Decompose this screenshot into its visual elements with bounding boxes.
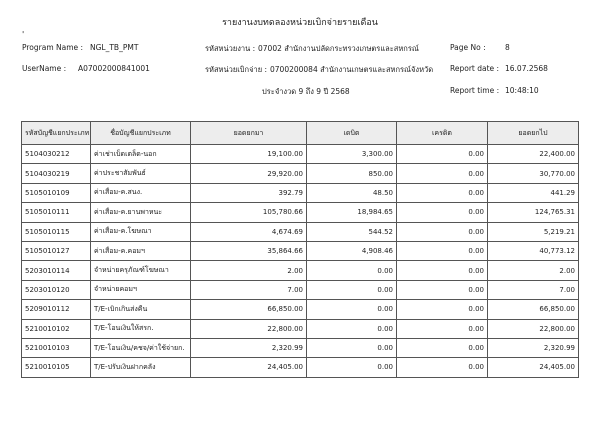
stray-mark: ' [22, 30, 25, 39]
carried-forward-cell: 124,765.31 [488, 203, 579, 222]
table-row [22, 164, 579, 183]
debit-cell: 0.00 [307, 300, 397, 319]
account-name-cell: ค่าเสื่อม-ค.โฆษณา [91, 222, 191, 241]
account-name-cell: จำหน่ายครุภัณฑ์โฆษณา [91, 261, 191, 280]
table-row [22, 358, 579, 377]
trial-balance-table [21, 121, 579, 378]
username-label: UserName : [22, 64, 67, 73]
brought-forward-cell: 66,850.00 [191, 300, 307, 319]
account-code-cell: 5104030219 [22, 164, 91, 183]
carried-forward-cell: 40,773.12 [488, 241, 579, 260]
account-code-cell: 5105010127 [22, 241, 91, 260]
brought-forward-cell: 22,800.00 [191, 319, 307, 338]
carried-forward-cell: 24,405.00 [488, 358, 579, 377]
report-date-value: 16.07.2568 [505, 64, 548, 73]
debit-cell: 0.00 [307, 319, 397, 338]
table-row [22, 338, 579, 357]
credit-cell: 0.00 [397, 358, 488, 377]
table-row [22, 280, 579, 299]
col-header-debit: เดบิต [307, 122, 397, 145]
table-header-row [22, 122, 579, 145]
table-row [22, 145, 579, 164]
credit-cell: 0.00 [397, 203, 488, 222]
account-code-cell: 5210010103 [22, 338, 91, 357]
account-code-cell: 5210010105 [22, 358, 91, 377]
brought-forward-cell: 24,405.00 [191, 358, 307, 377]
carried-forward-cell: 2,320.99 [488, 338, 579, 357]
credit-cell: 0.00 [397, 164, 488, 183]
debit-cell: 0.00 [307, 358, 397, 377]
account-code-cell: 5105010111 [22, 203, 91, 222]
brought-forward-cell: 29,920.00 [191, 164, 307, 183]
carried-forward-cell: 7.00 [488, 280, 579, 299]
carried-forward-cell: 66,850.00 [488, 300, 579, 319]
brought-forward-cell: 392.79 [191, 183, 307, 202]
carried-forward-cell: 2.00 [488, 261, 579, 280]
credit-cell: 0.00 [397, 261, 488, 280]
report-period: ประจำงวด 9 ถึง 9 ปี 2568 [262, 87, 350, 96]
brought-forward-cell: 2.00 [191, 261, 307, 280]
brought-forward-cell: 4,674.69 [191, 222, 307, 241]
account-name-cell: ค่าเสื่อม-ค.สนง. [91, 183, 191, 202]
account-name-cell: ค่าเสื่อม-ค.คอมฯ [91, 241, 191, 260]
report-time-value: 10:48:10 [505, 86, 539, 95]
debit-cell: 544.52 [307, 222, 397, 241]
debit-cell: 0.00 [307, 261, 397, 280]
debit-cell: 0.00 [307, 280, 397, 299]
col-header-account-name: ชื่อบัญชีแยกประเภท [91, 122, 191, 145]
brought-forward-cell: 7.00 [191, 280, 307, 299]
report-title: รายงานงบทดลองหน่วยเบิกจ่ายรายเดือน [222, 18, 378, 28]
disbursing-unit-value: 0700200084 สำนักงานเกษตรและสหกรณ์จังหวัด [270, 65, 434, 74]
account-code-cell: 5105010109 [22, 183, 91, 202]
account-name-cell: T/E-โอนเงินให้สรก. [91, 319, 191, 338]
account-name-cell: T/E-ปรับเงินฝากคลัง [91, 358, 191, 377]
debit-cell: 3,300.00 [307, 145, 397, 164]
table-row [22, 300, 579, 319]
credit-cell: 0.00 [397, 280, 488, 299]
col-header-brought-forward: ยอดยกมา [191, 122, 307, 145]
debit-cell: 850.00 [307, 164, 397, 183]
credit-cell: 0.00 [397, 338, 488, 357]
account-name-cell: ค่าประชาสัมพันธ์ [91, 164, 191, 183]
report-time-label: Report time : [450, 86, 500, 95]
account-name-cell: T/E-เบิกเกินส่งคืน [91, 300, 191, 319]
agency-value: 07002 สำนักงานปลัดกระทรวงเกษตรและสหกรณ์ [258, 44, 419, 53]
debit-cell: 0.00 [307, 338, 397, 357]
table-row [22, 319, 579, 338]
table-row [22, 261, 579, 280]
brought-forward-cell: 105,780.66 [191, 203, 307, 222]
credit-cell: 0.00 [397, 183, 488, 202]
debit-cell: 18,984.65 [307, 203, 397, 222]
credit-cell: 0.00 [397, 145, 488, 164]
carried-forward-cell: 441.29 [488, 183, 579, 202]
account-code-cell: 5203010120 [22, 280, 91, 299]
col-header-carried-forward: ยอดยกไป [488, 122, 579, 145]
credit-cell: 0.00 [397, 241, 488, 260]
brought-forward-cell: 35,864.66 [191, 241, 307, 260]
credit-cell: 0.00 [397, 222, 488, 241]
account-code-cell: 5105010115 [22, 222, 91, 241]
page-no-label: Page No : [450, 43, 486, 52]
account-code-cell: 5209010112 [22, 300, 91, 319]
username-value: A07002000841001 [78, 64, 150, 73]
page-no-value: 8 [505, 43, 510, 52]
carried-forward-cell: 5,219.21 [488, 222, 579, 241]
account-code-cell: 5203010114 [22, 261, 91, 280]
account-name-cell: ค่าเช่าเบ็ดเตล็ด-นอก [91, 145, 191, 164]
brought-forward-cell: 19,100.00 [191, 145, 307, 164]
credit-cell: 0.00 [397, 319, 488, 338]
debit-cell: 4,908.46 [307, 241, 397, 260]
carried-forward-cell: 30,770.00 [488, 164, 579, 183]
brought-forward-cell: 2,320.99 [191, 338, 307, 357]
col-header-account-code: รหัสบัญชีแยกประเภท [22, 122, 91, 145]
agency-label: รหัสหน่วยงาน : [205, 44, 256, 53]
program-name-value: NGL_TB_PMT [90, 43, 139, 52]
table-row [22, 241, 579, 260]
disbursing-unit-label: รหัสหน่วยเบิกจ่าย : [205, 65, 268, 74]
program-name-label: Program Name : [22, 43, 84, 52]
table-row [22, 222, 579, 241]
table-row [22, 203, 579, 222]
account-code-cell: 5210010102 [22, 319, 91, 338]
credit-cell: 0.00 [397, 300, 488, 319]
col-header-credit: เครดิต [397, 122, 488, 145]
account-name-cell: ค่าเสื่อม-ค.ยานพาหนะ [91, 203, 191, 222]
report-date-label: Report date : [450, 64, 500, 73]
account-name-cell: T/E-โอนเงิน/คชจ/ค่าใช้จ่ายก. [91, 338, 191, 357]
debit-cell: 48.50 [307, 183, 397, 202]
carried-forward-cell: 22,800.00 [488, 319, 579, 338]
carried-forward-cell: 22,400.00 [488, 145, 579, 164]
account-name-cell: จำหน่ายคอมฯ [91, 280, 191, 299]
account-code-cell: 5104030212 [22, 145, 91, 164]
table-row [22, 183, 579, 202]
